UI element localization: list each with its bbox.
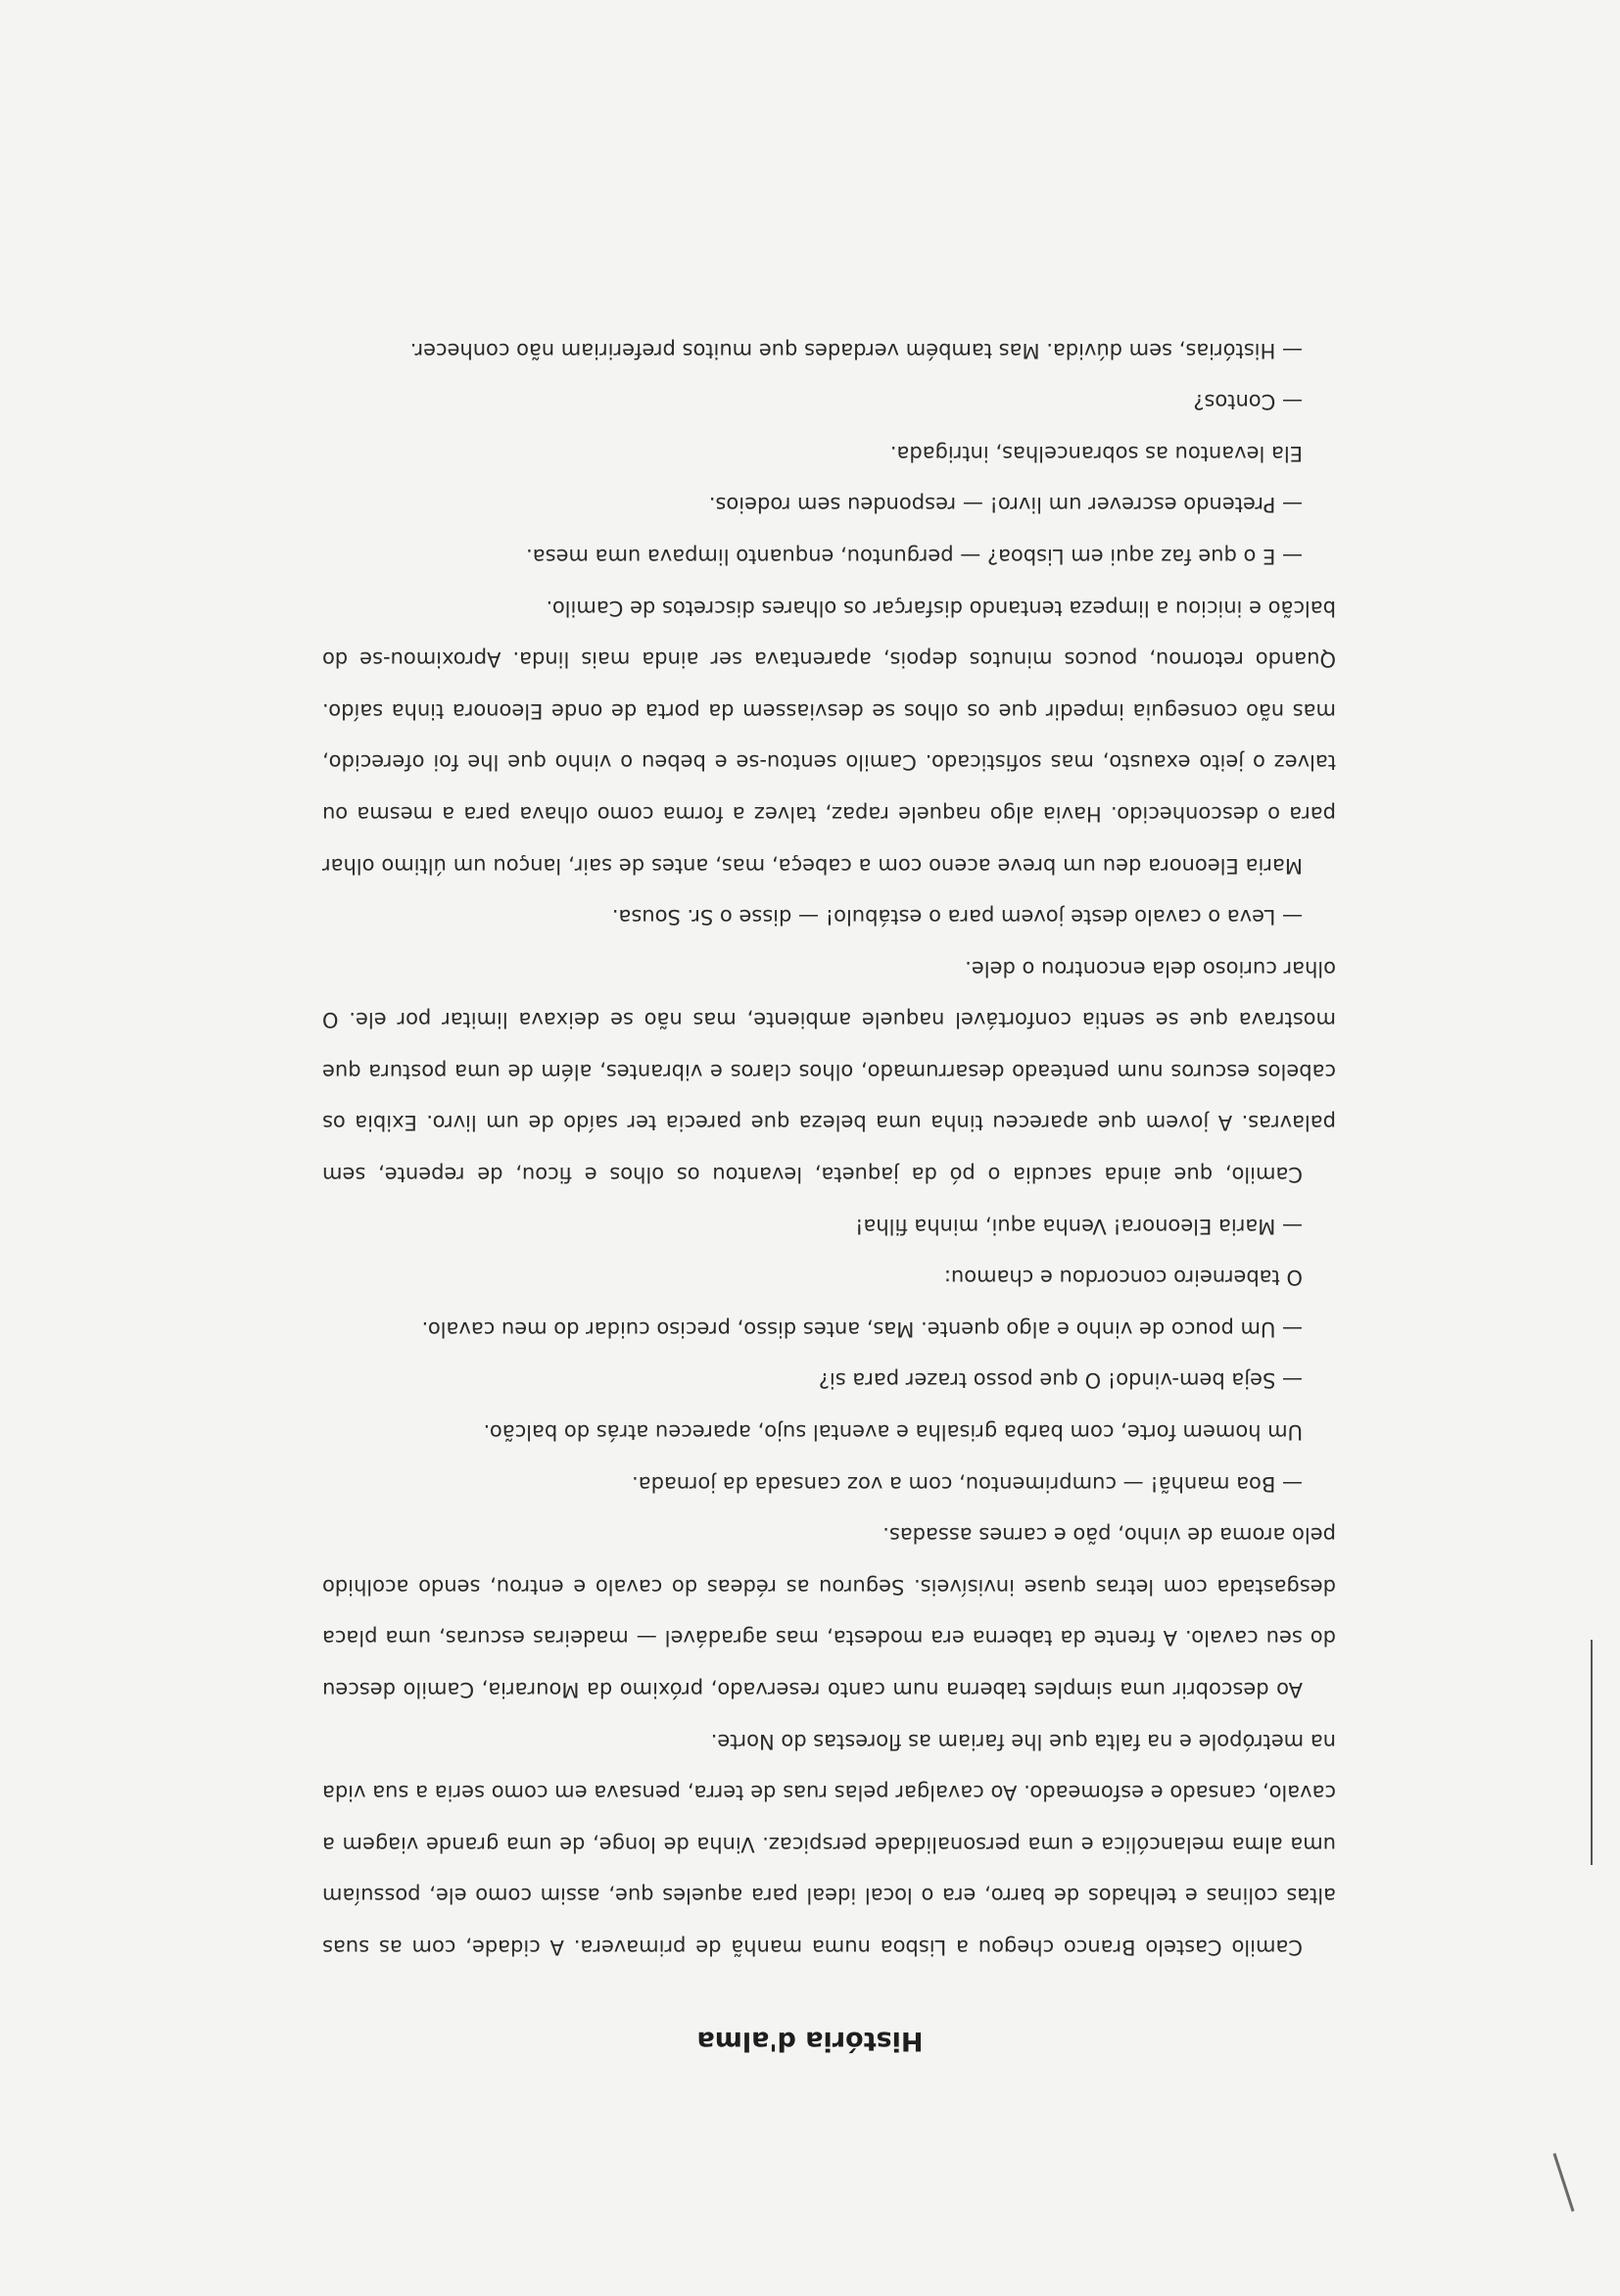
paragraph: — E o que faz aqui em Lisboa? — perguntou, enquanto limpava uma mesa. <box>526 544 1303 568</box>
document-body <box>322 324 1336 1973</box>
paragraph: Ao descobrir uma simples taberna num canto reservado, próximo da Mouraria, Camilo desceu do seu cavalo. A frente da taberna era modesta, mas agradável — madeiras escuras, uma placa desgastada com letras quase invisíveis. Segurou as rédeas do cavalo e entrou, sendo acolhido pelo aroma de vinho, pão e carnes assadas. <box>322 1523 1336 1702</box>
paragraph: — Boa manhã! — cumprimentou, com a voz cansada da jornada. <box>632 1471 1303 1496</box>
paragraph: — Maria Eleonora! Venha aqui, minha filha! <box>855 1214 1303 1238</box>
paragraph: — Um pouco de vinho e algo quente. Mas, antes disso, preciso cuidar do meu cavalo. <box>421 1316 1303 1341</box>
paragraph: Ela levantou as sobrancelhas, intrigada. <box>889 441 1303 465</box>
paragraph: — Leva o cavalo deste jovem para o estábulo! — disse o Sr. Sousa. <box>611 905 1303 930</box>
paragraph: Camilo Castelo Branco chegou a Lisboa numa manhã de primavera. A cidade, com as suas altas colinas e telhados de barro, era o local ideal para aqueles que, assim como ele, possuíam uma alma melancólica e uma personalidade perspicaz. Vinha de longe, de uma grande viagem a cavalo, cansado e esfomeado. Ao cavalgar pelas ruas de terra, pensava em como seria a sua vida na metrópole e na falta que lhe fariam as florestas do Norte. <box>322 1729 1336 1959</box>
paragraph: Camilo, que ainda sacudia o pó da jaqueta, levantou os olhos e ficou, de repente, sem palavras. A jovem que apareceu tinha uma beleza que parecia ter saído de um livro. Exibia os cabelos escuros num penteado desarrumado, olhos claros e vibrantes, além de uma postura que mostrava que se sentia confortável naquele ambiente, mas não se deixava limitar por ele. O olhar curioso dela encontrou o dele. <box>322 956 1336 1187</box>
paragraph: — Contos? <box>1193 390 1303 414</box>
paragraph: O taberneiro concordou e chamou: <box>943 1266 1303 1290</box>
paragraph: — Histórias, sem dúvida. Mas também verdades que muitos prefeririam não conhecer. <box>409 338 1303 362</box>
paragraph: Um homem forte, com barba grisalha e avental sujo, apareceu atrás do balcão. <box>483 1420 1303 1445</box>
paragraph: — Seja bem-vindo! O que posso trazer para si? <box>818 1368 1303 1393</box>
pen-mark <box>1552 2153 1574 2212</box>
scan-edge-mark <box>1591 1640 1593 1865</box>
paragraph: — Pretendo escrever um livro! — respondeu sem rodeios. <box>708 493 1303 517</box>
document-title: História d'alma <box>696 2026 924 2056</box>
paragraph: Maria Eleonora deu um breve aceno com a cabeça, mas, antes de sair, lançou um último olhar para o desconhecido. Havia algo naquele rapaz, talvez a forma como olhava para a mesma ou talvez o jeito exausto, mas sofisticado. Camilo sentou-se e bebeu o vinho que lhe foi oferecido, mas não conseguia impedir que os olhos se desviassem da porta de onde Eleonora tinha saído. Quando retornou, poucos minutos depois, aparentava ser ainda mais linda. Aproximou-se do balcão e iniciou a limpeza tentando disfarçar os olhares discretos de Camilo. <box>322 596 1336 878</box>
